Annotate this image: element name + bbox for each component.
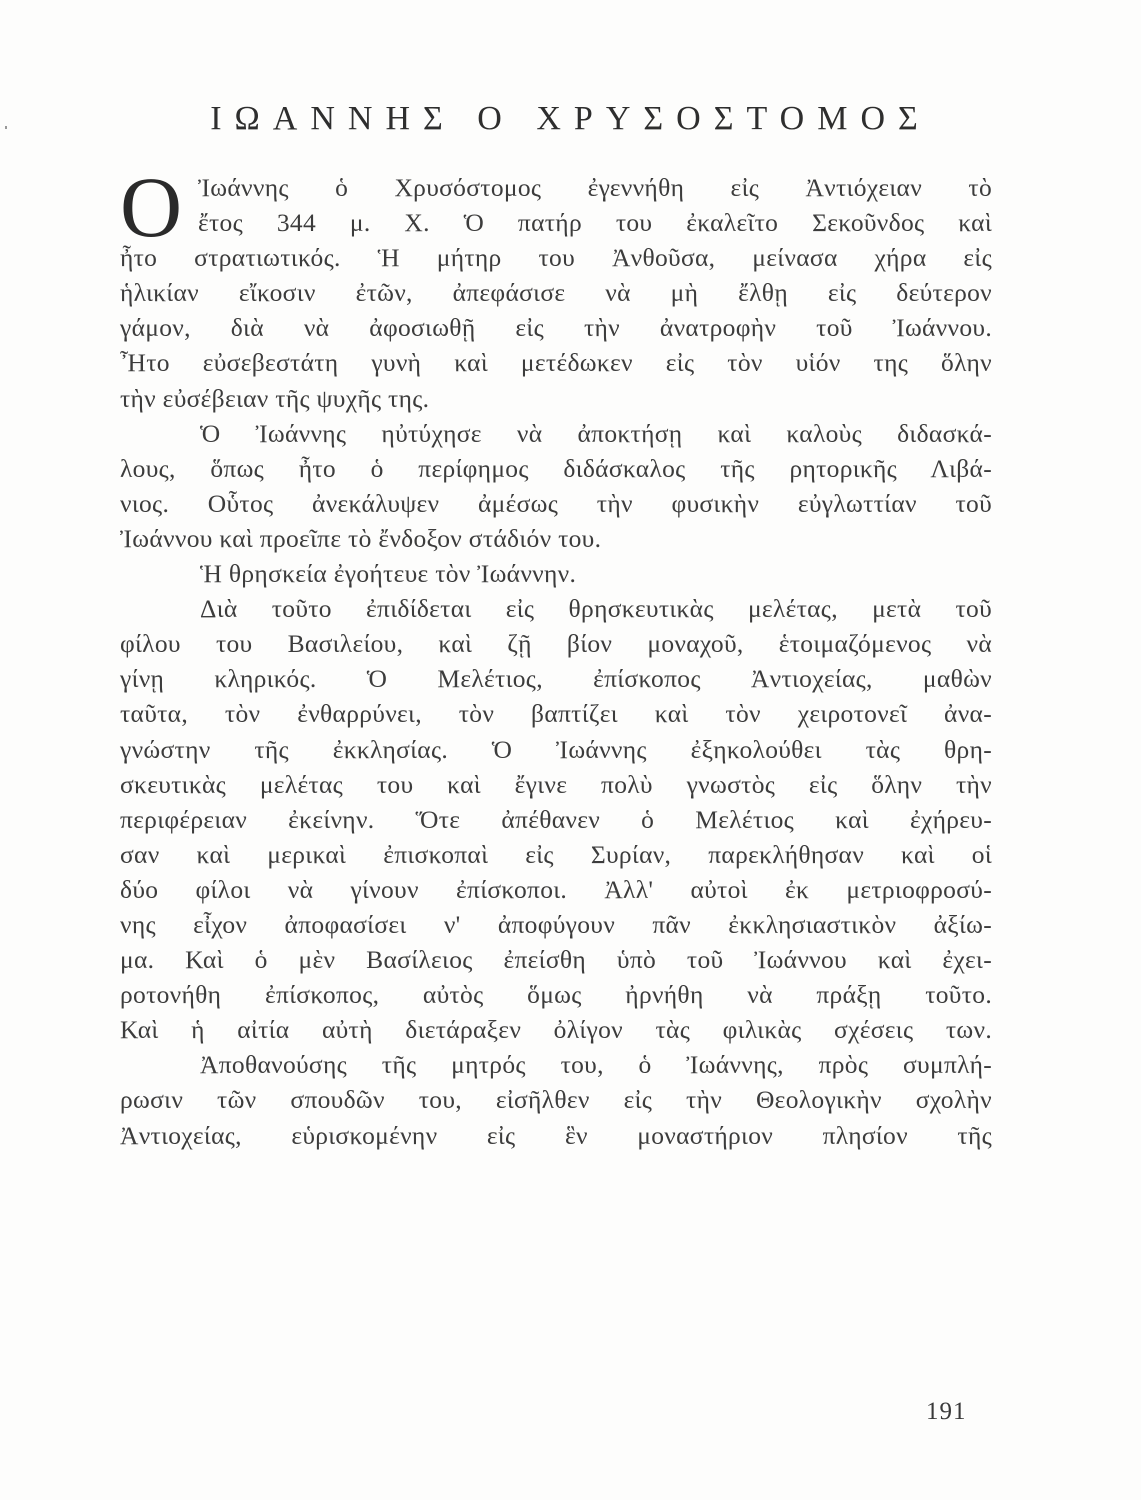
text-line: Ὁ Ἰωάννης ηὐτύχησε νὰ ἀποκτήσῃ καὶ καλοὺς διδασκά-: [200, 418, 992, 448]
text-line: ἦτο στρατιωτικός. Ἡ μήτηρ του Ἀνθοῦσα, μείνασα χήρα εἰς: [120, 243, 992, 273]
text-line: δύο φίλοι νὰ γίνουν ἐπίσκοποι. Ἀλλ' αὐτοὶ ἐκ μετριοφροσύ-: [120, 874, 992, 904]
text-line: ροτονήθη ἐπίσκοπος, αὐτὸς ὅμως ἠρνήθη νὰ πράξῃ τοῦτο.: [120, 980, 992, 1010]
text-line: Ἰωάννης ὁ Χρυσόστομος ἐγεννήθη εἰς Ἀντιόχειαν τὸ: [198, 173, 992, 202]
text-line: ταῦτα, τὸν ἐνθαρρύνει, τὸν βαπτίζει καὶ τὸν χειροτονεῖ ἀνα-: [120, 699, 992, 729]
text-line: γίνῃ κληρικός. Ὁ Μελέτιος, ἐπίσκοπος Ἀντιοχείας, μαθὼν: [120, 664, 992, 694]
page-number: 191: [926, 1398, 967, 1425]
text-line: ρωσιν τῶν σπουδῶν του, εἰσῆλθεν εἰς τὴν Θεολογικὴν σχολὴν: [120, 1085, 992, 1115]
drop-cap: O: [120, 159, 183, 255]
text-line: ἡλικίαν εἴκοσιν ἐτῶν, ἀπεφάσισε νὰ μὴ ἔλθῃ εἰς δεύτερον: [120, 278, 992, 308]
text-line: μα. Καὶ ὁ μὲν Βασίλειος ἐπείσθη ὑπὸ τοῦ Ἰωάννου καὶ ἐχει-: [120, 945, 992, 975]
text-line: τὴν εὐσέβειαν τῆς ψυχῆς της.: [120, 383, 430, 413]
text-line: φίλου του Βασιλείου, καὶ ζῇ βίον μοναχοῦ, ἑτοιμαζόμενος νὰ: [120, 629, 992, 659]
text-line: γνώστην τῆς ἐκκλησίας. Ὁ Ἰωάννης ἐξηκολούθει τὰς θρη-: [120, 734, 992, 764]
text-line: Ἦτο εὐσεβεστάτη γυνὴ καὶ μετέδωκεν εἰς τὸν υἱόν της ὅλην: [120, 348, 992, 378]
chapter-title: ΙΩΑΝΝΗΣ Ο ΧΡΥΣΟΣΤΟΜΟΣ: [210, 100, 931, 137]
text-line: Ἀντιοχείας, εὑρισκομένην εἰς ἓν μοναστήριον πλησίον τῆς: [120, 1120, 992, 1150]
text-line: Ἰωάννου καὶ προεῖπε τὸ ἔνδοξον στάδιόν του.: [120, 523, 602, 553]
text-line: σκευτικὰς μελέτας του καὶ ἔγινε πολὺ γνωστὸς εἰς ὅλην τὴν: [120, 769, 992, 799]
text-line: περιφέρειαν ἐκείνην. Ὅτε ἀπέθανεν ὁ Μελέτιος καὶ ἐχήρευ-: [120, 804, 992, 834]
text-line: γάμον, διὰ νὰ ἀφοσιωθῇ εἰς τὴν ἀνατροφὴν τοῦ Ἰωάννου.: [120, 313, 992, 343]
text-line: Ἡ θρησκεία ἐγοήτευε τὸν Ἰωάννην.: [200, 559, 577, 589]
body-text: [120, 159, 992, 1153]
text-line: σαν καὶ μερικαὶ ἐπισκοπαὶ εἰς Συρίαν, παρεκλήθησαν καὶ οἱ: [120, 839, 992, 869]
text-line: Ἀποθανούσης τῆς μητρός του, ὁ Ἰωάννης, πρὸς συμπλή-: [200, 1050, 992, 1080]
text-line: νης εἶχον ἀποφασίσει ν' ἀποφύγουν πᾶν ἐκκλησιαστικὸν ἀξίω-: [120, 909, 992, 939]
text-line: Καὶ ἡ αἰτία αὐτὴ διετάραξεν ὀλίγον τὰς φιλικὰς σχέσεις των.: [120, 1015, 992, 1045]
text-line: λους, ὅπως ἦτο ὁ περίφημος διδάσκαλος τῆς ρητορικῆς Λιβά-: [120, 453, 992, 483]
text-line: Διὰ τοῦτο ἐπιδίδεται εἰς θρησκευτικὰς μελέτας, μετὰ τοῦ: [200, 594, 992, 624]
text-line: ἔτος 344 μ. Χ. Ὁ πατήρ του ἐκαλεῖτο Σεκοῦνδος καὶ: [198, 208, 992, 238]
text-line: νιος. Οὗτος ἀνεκάλυψεν ἀμέσως τὴν φυσικὴν εὐγλωττίαν τοῦ: [120, 488, 992, 518]
